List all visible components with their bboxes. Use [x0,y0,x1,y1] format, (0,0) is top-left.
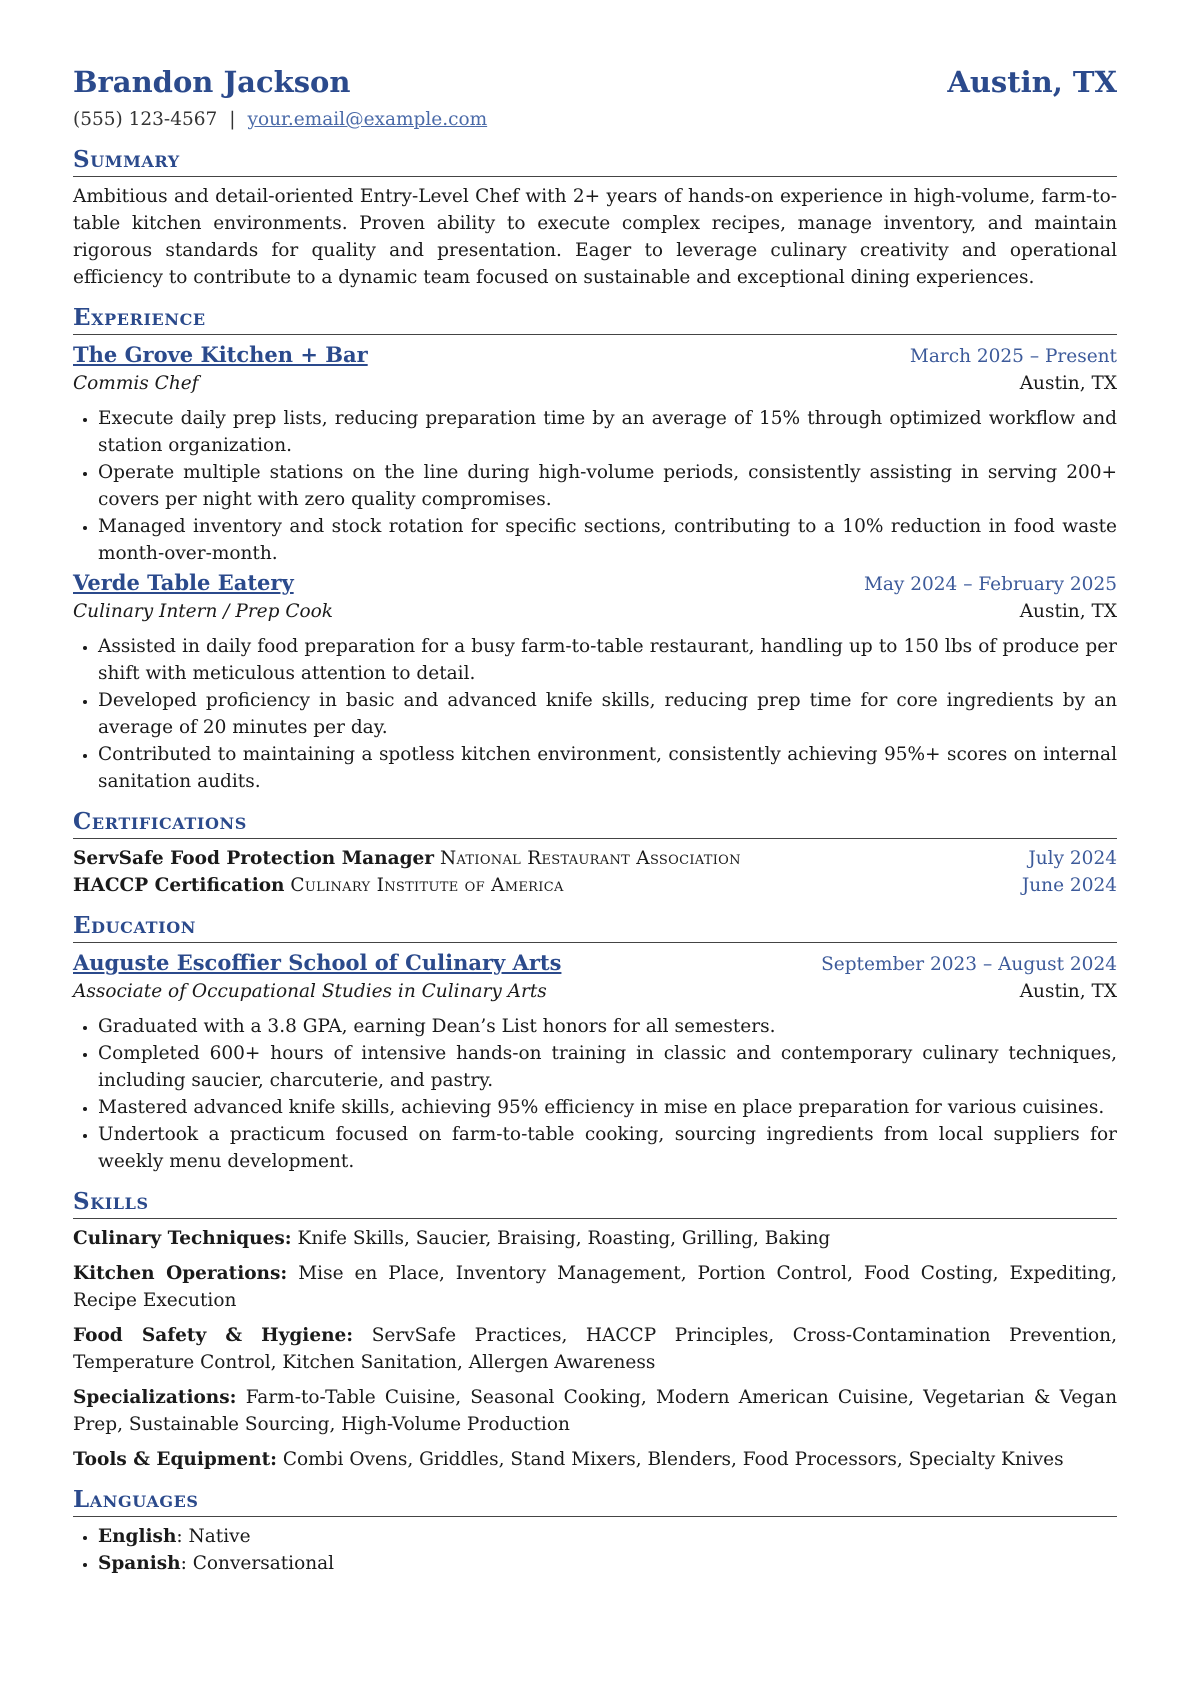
certification-name: HACCP Certification [73,875,285,896]
education-dates: September 2023 – August 2024 [821,954,1117,975]
skill-group [73,1446,1117,1473]
skill-group-label: Culinary Techniques: [73,1228,292,1249]
experience-entry [73,569,1117,795]
job-bullets [73,405,1117,567]
language-item: • Spanish: Conversational [98,1550,1117,1577]
school-link[interactable]: Auguste Escoffier School of Culinary Arts [73,950,562,975]
email-link[interactable]: your.email@example.com [247,109,488,130]
bullet-item: • Assisted in daily food preparation for a busy farm-to-table restaurant, handling up to 150 lbs of produce per shift with meticulous attention to detail. [98,633,1117,687]
section-heading-certifications: Certifications [73,807,1117,839]
language-item: • English: Native [98,1523,1117,1550]
job-bullets [73,633,1117,795]
education-entry [73,949,1117,1175]
certification-text [73,872,564,899]
phone-number: (555) 123-4567 [73,109,218,130]
contact-separator: | [229,109,236,130]
certification-name: ServSafe Food Protection Manager [73,848,435,869]
resume-header [73,62,1117,102]
bullet-item: • Operate multiple stations on the line during high-volume periods, consistently assisting in serving 200+ covers per night with zero quality compromises. [98,459,1117,513]
skill-group-label: Kitchen Operations: [73,1263,288,1284]
job-role: Culinary Intern / Prep Cook [73,601,333,622]
language-level: Conversational [192,1553,335,1574]
entry-title-row [73,569,1117,598]
entry-subtitle-row [73,370,1117,397]
education-bullets [73,1013,1117,1175]
certification-text [73,845,741,872]
certification-row [73,872,1117,899]
entry-subtitle-row [73,598,1117,625]
skill-group-items: Mise en Place, Inventory Management, Portion Control, Food Costing, Expediting, Recipe Execution [73,1263,1117,1311]
bullet-item: • Mastered advanced knife skills, achieving 95% efficiency in mise en place preparation for various cuisines. [98,1094,1117,1121]
candidate-name: Brandon Jackson [73,65,351,99]
section-heading-experience: Experience [73,303,1117,335]
skill-group [73,1384,1117,1438]
skill-group-label: Tools & Equipment: [73,1449,277,1470]
skill-group-items: Combi Ovens, Griddles, Stand Mixers, Blenders, Food Processors, Specialty Knives [282,1449,1064,1470]
bullet-item: • Undertook a practicum focused on farm-to-table cooking, sourcing ingredients from local suppliers for weekly menu development. [98,1121,1117,1175]
bullet-item: • Contributed to maintaining a spotless kitchen environment, consistently achieving 95%+ scores on internal sanitation audits. [98,741,1117,795]
job-role: Commis Chef [73,373,199,394]
employer-link[interactable]: Verde Table Eatery [73,570,294,595]
language-name: English [98,1526,177,1547]
skill-group-label: Specializations: [73,1387,237,1408]
bullet-item: • Developed proficiency in basic and advanced knife skills, reducing prep time for core ingredients by an average of 20 minutes per day. [98,687,1117,741]
language-name: Spanish [98,1553,181,1574]
candidate-location: Austin, TX [947,65,1117,99]
certification-issuer: Culinary Institute of America [290,875,564,896]
job-dates: May 2024 – February 2025 [863,574,1117,595]
language-list [73,1523,1117,1577]
job-location: Austin, TX [1019,373,1117,394]
language-level: Native [188,1526,251,1547]
summary-text: Ambitious and detail-oriented Entry-Level Chef with 2+ years of hands-on experience in high-volume, farm-to-table kitchen environments. Proven ability to execute complex recipes, manage inventory, and maintain rigorous standards for quality and presentation. Eager to leverage culinary creativity and operational efficiency to contribute to a dynamic team focused on sustainable and exceptional dining experiences. [73,186,1117,288]
skill-group [73,1322,1117,1376]
entry-title-row [73,341,1117,370]
skill-group-items: Farm-to-Table Cuisine, Seasonal Cooking, Modern American Cuisine, Vegetarian & Vegan Prep, Sustainable Sourcing, High-Volume Production [73,1387,1117,1435]
skill-group-label: Food Safety & Hygiene: [73,1325,354,1346]
job-dates: March 2025 – Present [909,346,1117,367]
job-location: Austin, TX [1019,601,1117,622]
section-heading-skills: Skills [73,1187,1117,1219]
bullet-item: • Execute daily prep lists, reducing preparation time by an average of 15% through optimized workflow and station organization. [98,405,1117,459]
bullet-item: • Completed 600+ hours of intensive hands-on training in classic and contemporary culinary techniques, including saucier, charcuterie, and pastry. [98,1040,1117,1094]
entry-subtitle-row [73,978,1117,1005]
experience-entry [73,341,1117,567]
certification-date: July 2024 [1028,848,1117,869]
skill-group-items: Knife Skills, Saucier, Braising, Roasting, Grilling, Baking [297,1228,831,1249]
certification-date: June 2024 [1021,875,1117,896]
section-heading-education: Education [73,911,1117,943]
skill-group [73,1225,1117,1252]
section-heading-summary: Summary [73,145,1117,177]
certification-row [73,845,1117,872]
skill-group-items: ServSafe Practices, HACCP Principles, Cross-Contamination Prevention, Temperature Control, Kitchen Sanitation, Allergen Awareness [73,1325,1117,1373]
contact-line [73,106,1117,133]
certification-issuer: National Restaurant Association [439,848,741,869]
education-location: Austin, TX [1019,981,1117,1002]
bullet-item: • Managed inventory and stock rotation for specific sections, contributing to a 10% reduction in food waste month-over-month. [98,513,1117,567]
bullet-item: • Graduated with a 3.8 GPA, earning Dean’s List honors for all semesters. [98,1013,1117,1040]
skill-group [73,1260,1117,1314]
entry-title-row [73,949,1117,978]
employer-link[interactable]: The Grove Kitchen + Bar [73,342,368,367]
section-heading-languages: Languages [73,1485,1117,1517]
degree-name: Associate of Occupational Studies in Culinary Arts [73,981,547,1002]
